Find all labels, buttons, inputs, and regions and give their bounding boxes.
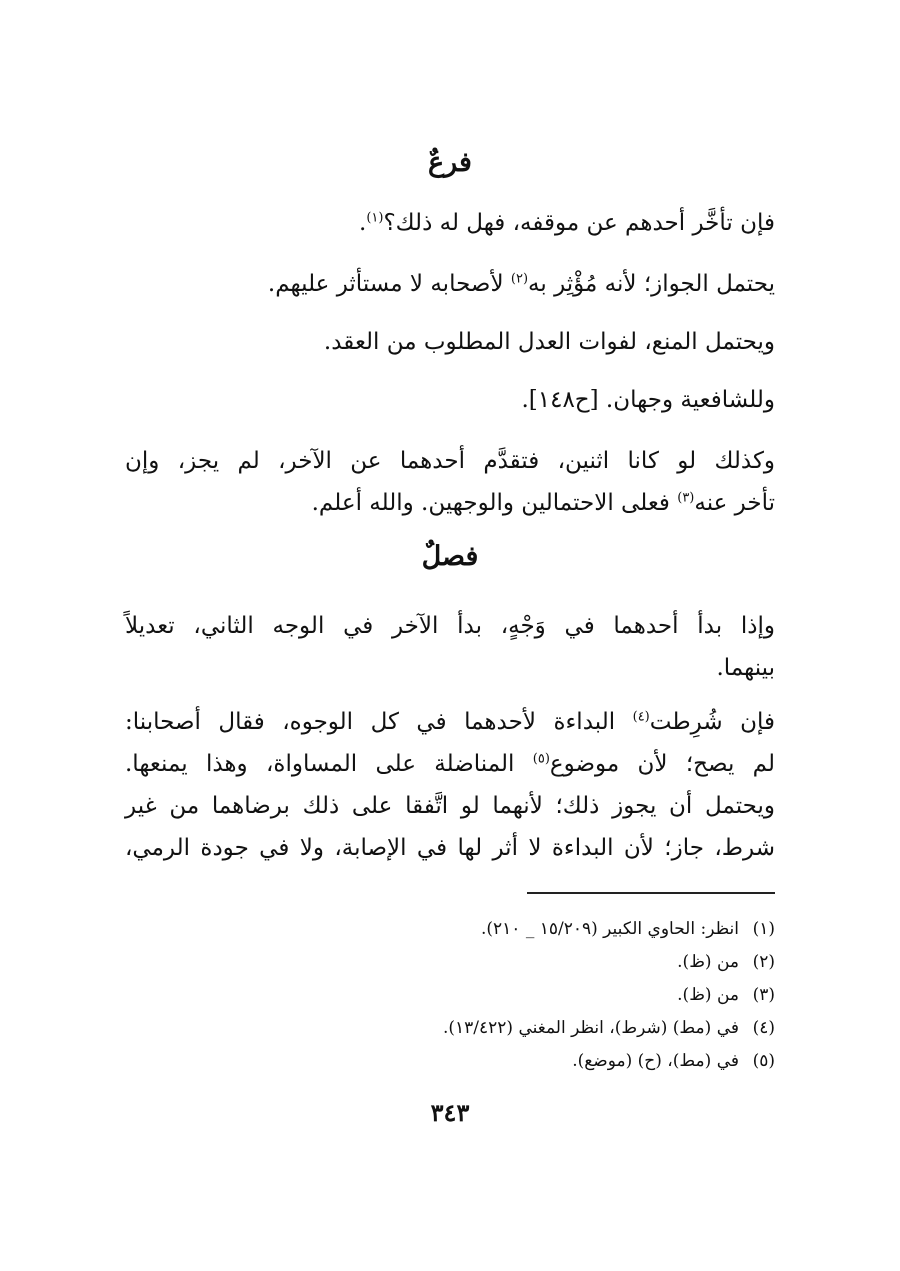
page-number: ٣٤٣ — [430, 1098, 470, 1127]
footnote-text: انظر: الحاوي الكبير (١٥/٢٠٩ _ ٢١٠). — [480, 919, 739, 939]
line-text: البداءة لأحدهما في كل الوجوه، فقال أصحابنا: — [125, 709, 633, 735]
line-text: ويحتمل أن يجوز ذلك؛ لأنهما لو اتَّفقا على ذلك برضاهما من غير — [125, 793, 775, 819]
footnote-text: في (مط)، (ح) (موضع). — [572, 1051, 739, 1071]
line-text: لم يصح؛ لأن موضوع — [549, 751, 775, 777]
footnote-number: (٣) — [752, 985, 775, 1005]
body-line — [125, 483, 775, 523]
line-text: وكذلك لو كانا اثنين، فتقدَّم أحدهما عن الآخر، لم يجز، وإن — [125, 448, 775, 474]
footnote-number: (٢) — [752, 952, 775, 972]
section-heading: فصلٌ — [421, 541, 479, 572]
body-line — [125, 322, 775, 362]
body-line — [125, 744, 775, 784]
footnote-ref: (١) — [366, 210, 384, 226]
footnote-ref: (٤) — [632, 709, 650, 725]
line-text: فإن تأخَّر أحدهم عن موقفه، فهل له ذلك؟ — [383, 210, 775, 236]
body-line — [125, 441, 775, 481]
footnote-number: (٥) — [752, 1051, 775, 1071]
footnote-text: في (مط) (شرط)، انظر المغني (١٣/٤٢٢). — [442, 1018, 739, 1038]
line-text: وإذا بدأ أحدهما في وَجْهٍ، بدأ الآخر في الوجه الثاني، تعديلاً — [125, 613, 775, 639]
footnote — [125, 914, 775, 944]
footnote-separator — [527, 892, 775, 894]
footnote-text: من (ظ). — [677, 952, 739, 972]
branch-heading: فرعٌ — [428, 147, 472, 178]
body-line — [125, 786, 775, 826]
line-text: ويحتمل المنع، لفوات العدل المطلوب من العقد. — [323, 329, 775, 355]
line-text: شرط، جاز؛ لأن البداءة لا أثر لها في الإصابة، ولا في جودة الرمي، — [125, 835, 775, 861]
footnote — [125, 1013, 775, 1043]
line-text: فعلى الاحتمالين والوجهين. والله أعلم. — [311, 490, 678, 516]
body-line — [125, 648, 775, 688]
line-text: فإن شُرِطت — [649, 709, 775, 735]
line-text: . — [359, 210, 367, 236]
line-text: وللشافعية وجهان. [ح١٤٨]. — [521, 387, 775, 413]
footnote-number: (١) — [752, 919, 775, 939]
line-text: المناضلة على المساواة، وهذا يمنعها. — [125, 751, 533, 777]
body-line — [125, 380, 775, 420]
footnote-text: من (ظ). — [677, 985, 739, 1005]
footnote — [125, 947, 775, 977]
footnote — [125, 1046, 775, 1076]
body-line — [125, 606, 775, 646]
body-line — [125, 203, 775, 243]
footnote-ref: (٣) — [677, 490, 695, 506]
footnote-ref: (٥) — [532, 751, 550, 767]
footnote — [125, 980, 775, 1010]
footnote-ref: (٢) — [510, 271, 529, 287]
body-line — [125, 264, 775, 304]
body-line — [125, 702, 775, 742]
line-text: لأصحابه لا مستأثر عليهم. — [267, 271, 511, 297]
footnote-number: (٤) — [752, 1018, 775, 1038]
line-text: بينهما. — [716, 655, 775, 681]
body-line — [125, 828, 775, 868]
line-text: يحتمل الجواز؛ لأنه مُؤْثِر به — [528, 271, 775, 297]
line-text: تأخر عنه — [694, 490, 775, 516]
